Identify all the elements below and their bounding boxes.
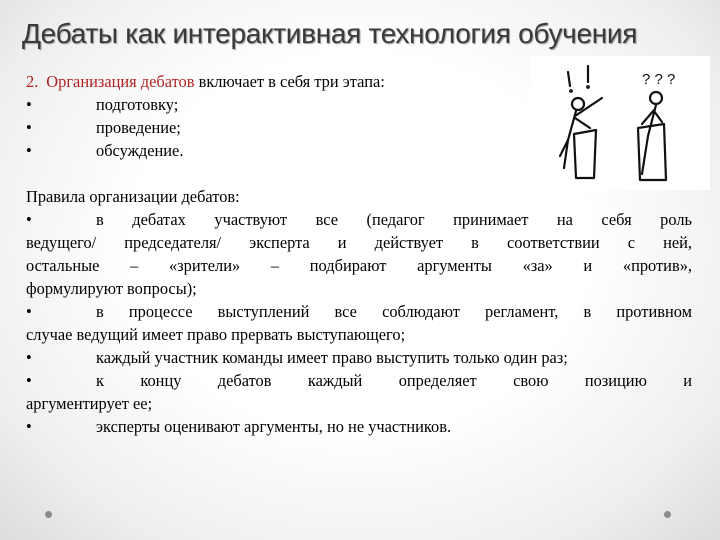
rule-item <box>26 369 692 392</box>
rule-item <box>26 415 692 438</box>
rule-continuation: ведущего/ председателя/ эксперта и действует в соответствии с ней, <box>26 233 692 252</box>
rule-item <box>26 300 692 323</box>
stage-item <box>26 139 692 162</box>
stage-text: обсуждение. <box>96 141 184 160</box>
rule-item <box>26 346 692 369</box>
stage-item <box>26 116 692 139</box>
intro-rest: включает в себя три этапа: <box>194 72 385 91</box>
rule-text: эксперты оценивают аргументы, но не участников. <box>96 417 452 436</box>
rule-continuation: остальные – «зрители» – подбирают аргументы «за» и «против», <box>26 256 692 275</box>
stage-item <box>26 93 692 116</box>
intro-highlight: Организация дебатов <box>46 72 195 91</box>
rule-continuation: случае ведущий имеет право прервать выступающего; <box>26 325 406 344</box>
bullet-mark: • <box>26 302 32 321</box>
rule-text: в процессе выступлений все соблюдают регламент, в противном <box>96 302 692 321</box>
bullet-mark: • <box>26 371 32 390</box>
rule-text: в дебатах участвуют все (педагог принимает на себя роль <box>96 210 692 229</box>
bullet-mark: • <box>26 210 32 229</box>
bullet-mark: • <box>26 417 32 436</box>
slide-title: Дебаты как интерактивная технология обучения <box>22 18 638 49</box>
decor-dot-right <box>664 511 671 518</box>
rule-text: к концу дебатов каждый определяет свою позицию и <box>96 371 692 390</box>
bullet-mark: • <box>26 95 32 114</box>
intro-line <box>26 70 692 93</box>
rule-item <box>26 208 692 231</box>
stages-list <box>26 93 692 162</box>
bullet-mark: • <box>26 348 32 367</box>
rules-heading: Правила организации дебатов: <box>26 187 240 206</box>
stage-text: проведение; <box>96 118 181 137</box>
slide-body <box>26 70 692 438</box>
bullet-mark: • <box>26 118 32 137</box>
question-marks: ? ? ? <box>642 71 676 88</box>
rules-list <box>26 208 692 438</box>
decor-dot-left <box>45 511 52 518</box>
section-number: 2. <box>26 72 39 91</box>
rule-continuation: аргументирует ее; <box>26 394 153 413</box>
bullet-mark: • <box>26 141 32 160</box>
rule-text: каждый участник команды имеет право выступить только один раз; <box>96 348 568 367</box>
rule-continuation: формулируют вопросы); <box>26 279 197 298</box>
stage-text: подготовку; <box>96 95 179 114</box>
